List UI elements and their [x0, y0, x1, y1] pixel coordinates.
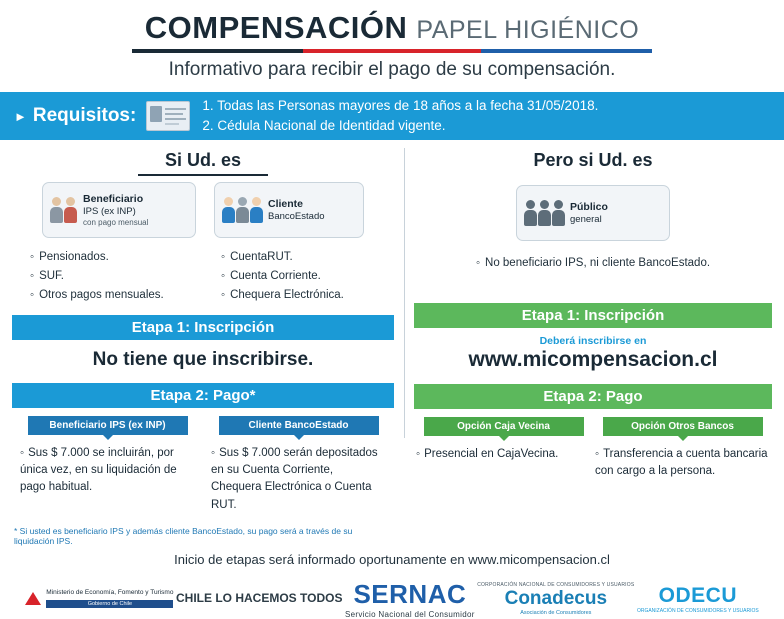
- list-item: ◦ Sus $ 7.000 serán depositados en su Cuenta Corriente, Chequera Electrónica o Cuenta RUT.: [211, 445, 386, 514]
- main-content: [0, 140, 784, 546]
- title-row: [0, 10, 784, 46]
- list-item: ◦ SUF.: [30, 267, 203, 286]
- profile-subtitle: BancoEstado: [268, 210, 325, 222]
- requisitos-list: [202, 96, 598, 137]
- rule-segment-red: [303, 49, 482, 53]
- page-subtitle-product: PAPEL HIGIÉNICO: [416, 16, 640, 44]
- right-column-heading: Pero si Ud. es: [533, 150, 653, 170]
- profile-box-text: [268, 198, 325, 223]
- list-item: ◦ CuentaRUT.: [221, 248, 394, 267]
- id-line: [165, 118, 186, 120]
- gobierno-sub: Gobierno de Chile: [46, 600, 173, 608]
- right-subcol-2: [595, 446, 770, 481]
- requisitos-label: Requisitos:: [32, 105, 137, 126]
- left-etapa1-text: No tiene que inscribirse.: [92, 348, 314, 370]
- left-footnote: * Si usted es beneficiario IPS y además cliente BancoEstado, su pago será a través de su liquidación IPS.: [14, 525, 353, 546]
- right-etapa2-bar: Etapa 2: Pago: [414, 384, 772, 409]
- right-bullet: ◦ No beneficiario IPS, ni cliente BancoEstado.: [414, 257, 772, 269]
- list-item: ◦ Cuenta Corriente.: [221, 267, 394, 286]
- left-subtab-beneficiario: Beneficiario IPS (ex INP): [28, 416, 188, 435]
- list-item: ◦ Presencial en CajaVecina.: [416, 446, 591, 463]
- profile-box-text: [570, 201, 608, 226]
- bullet-col-2: [203, 248, 394, 305]
- logo-conadecus: [477, 582, 634, 616]
- conadecus-subtitle: Asociación de Consumidores: [520, 609, 592, 616]
- left-column-heading-wrap: [12, 150, 394, 176]
- profile-box-beneficiario: [42, 182, 196, 238]
- left-subcol-1: [20, 445, 195, 514]
- right-subtab-caja-vecina: Opción Caja Vecina: [424, 417, 584, 436]
- left-column-heading: Si Ud. es: [164, 150, 242, 170]
- gobierno-mark: [25, 589, 173, 608]
- bullet-list: [221, 248, 394, 305]
- person-shape: [250, 197, 262, 223]
- bullet-col-1: [12, 248, 203, 305]
- page-title: COMPENSACIÓN: [144, 10, 408, 45]
- people-group-icon: [524, 200, 564, 226]
- id-line: [165, 108, 186, 110]
- left-subtabs: [12, 416, 394, 435]
- people-group-icon: [222, 197, 262, 223]
- conadecus-top: CORPORACIÓN NACIONAL DE CONSUMIDORES Y USUARIOS: [477, 581, 635, 588]
- elderly-couple-icon: [50, 197, 77, 223]
- person-shape: [552, 200, 564, 226]
- conadecus-name: Conadecus: [504, 587, 608, 609]
- heading-underline: [138, 174, 268, 176]
- logo-sernac: [345, 579, 475, 619]
- profile-title: Beneficiario: [83, 192, 144, 205]
- sernac-name: SERNAC: [353, 578, 467, 609]
- right-subcolumns: [414, 446, 772, 481]
- left-subcolumns: [12, 445, 394, 514]
- person-shape: [524, 200, 536, 226]
- id-line: [165, 113, 183, 115]
- footer-logos: [0, 579, 784, 619]
- bullet-list: [30, 248, 203, 305]
- person-shape: [538, 200, 550, 226]
- right-website: www.micompensacion.cl: [468, 348, 718, 371]
- title-divider-rule: [132, 49, 652, 53]
- right-profile-boxes: [414, 185, 772, 241]
- right-column: [404, 140, 784, 546]
- person-shape: [236, 197, 248, 223]
- left-column: [0, 140, 404, 546]
- footer-note: Inicio de etapas será informado oportunamente en www.micompensacion.cl: [174, 551, 610, 567]
- list-item: ◦ Chequera Electrónica.: [221, 286, 394, 305]
- requisitos-bar: [0, 92, 784, 140]
- profile-title: Público: [570, 200, 608, 213]
- rule-segment-blue: [481, 49, 652, 53]
- sernac-subtitle: Servicio Nacional del Consumidor: [345, 609, 475, 619]
- profile-box-cliente: [214, 182, 364, 238]
- right-column-heading-wrap: [414, 150, 772, 171]
- list-item: ◦ Sus $ 7.000 se incluirán, por única vez, en su liquidación de pago habitual.: [20, 445, 195, 497]
- profile-title: Cliente: [268, 197, 304, 210]
- left-subcol-2: [211, 445, 386, 514]
- left-bullet-lists: [12, 248, 394, 305]
- profile-box-publico: [516, 185, 670, 241]
- logo-chile-lo-hacemos-todos: CHILE LO HACEMOS TODOS: [176, 591, 343, 606]
- list-item: ◦ Pensionados.: [30, 248, 203, 267]
- page-subtitle: Informativo para recibir el pago de su compensación.: [168, 59, 616, 80]
- logo-odecu: [637, 584, 759, 614]
- right-must-line: Deberá inscribirse en: [539, 335, 647, 347]
- triangle-right-icon: ►: [14, 108, 27, 124]
- star-icon: [25, 592, 41, 605]
- id-photo-shape: [150, 106, 162, 122]
- person-shape: [64, 197, 77, 223]
- id-line: [165, 123, 179, 125]
- left-etapa2-bar: Etapa 2: Pago*: [12, 383, 394, 408]
- right-subtab-otros-bancos: Opción Otros Bancos: [603, 417, 763, 436]
- id-card-icon: [146, 101, 190, 131]
- list-item: ◦ Transferencia a cuenta bancaria con cargo a la persona.: [595, 446, 770, 481]
- odecu-name: ODECU: [658, 583, 737, 607]
- profile-subtitle: general: [570, 213, 602, 225]
- rule-segment-dark: [132, 49, 303, 53]
- profile-note: con pago mensual: [83, 217, 149, 227]
- page-header: [0, 0, 784, 83]
- odecu-subtitle: ORGANIZACIÓN DE CONSUMIDORES Y USUARIOS: [636, 607, 759, 614]
- requisitos-label-group: [14, 105, 136, 127]
- person-shape: [50, 197, 63, 223]
- requisito-item: 2. Cédula Nacional de Identidad vigente.: [202, 118, 446, 133]
- right-subtabs: [414, 417, 772, 436]
- requisito-item: 1. Todas las Personas mayores de 18 años a la fecha 31/05/2018.: [202, 97, 599, 113]
- left-subtab-cliente: Cliente BancoEstado: [219, 416, 379, 435]
- column-divider: [404, 148, 405, 438]
- person-shape: [222, 197, 234, 223]
- left-etapa1-bar: Etapa 1: Inscripción: [12, 315, 394, 340]
- right-etapa1-bar: Etapa 1: Inscripción: [414, 303, 772, 328]
- right-subcol-1: [416, 446, 591, 481]
- profile-box-text: [83, 193, 148, 228]
- left-profile-boxes: [12, 182, 394, 238]
- profile-subtitle: IPS (ex INP): [83, 205, 136, 217]
- list-item: ◦ Otros pagos mensuales.: [30, 286, 203, 305]
- logo-gobierno: [25, 589, 173, 608]
- gobierno-ministry: Ministerio de Economía, Fomento y Turismo: [46, 589, 174, 597]
